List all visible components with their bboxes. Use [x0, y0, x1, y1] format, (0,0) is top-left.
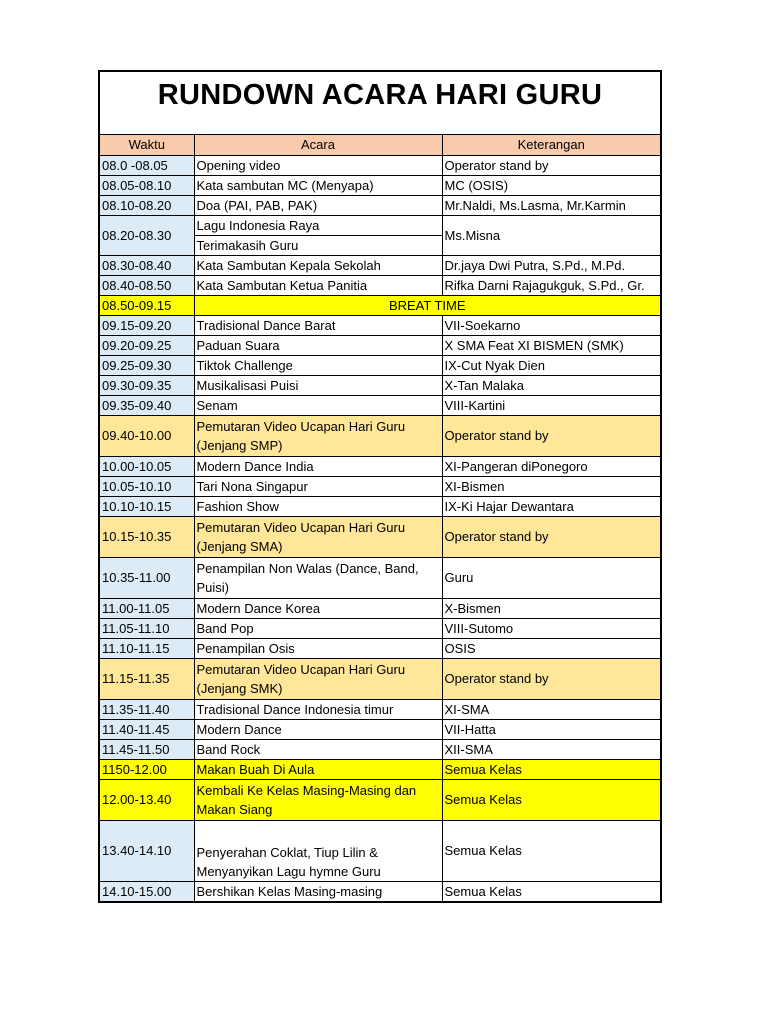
time-cell: 11.10-11.15 [100, 638, 194, 658]
event-cell: Pemutaran Video Ucapan Hari Guru (Jenjang SMP) [194, 415, 442, 456]
event-cell: Penampilan Non Walas (Dance, Band, Puisi) [194, 557, 442, 598]
note-cell: Operator stand by [442, 516, 660, 557]
note-cell: Operator stand by [442, 155, 660, 175]
event-cell: Pemutaran Video Ucapan Hari Guru (Jenjang SMK) [194, 658, 442, 699]
event-cell: Pemutaran Video Ucapan Hari Guru (Jenjang SMA) [194, 516, 442, 557]
time-cell: 10.05-10.10 [100, 476, 194, 496]
event-cell: Doa (PAI, PAB, PAK) [194, 195, 442, 215]
table-row [100, 638, 660, 658]
time-cell: 09.20-09.25 [100, 335, 194, 355]
note-cell: X-Bismen [442, 598, 660, 618]
note-cell: X-Tan Malaka [442, 375, 660, 395]
time-cell: 12.00-13.40 [100, 779, 194, 820]
note-cell: Semua Kelas [442, 779, 660, 820]
header-row [100, 135, 660, 155]
event-cell: Musikalisasi Puisi [194, 375, 442, 395]
table-row [100, 195, 660, 215]
video-row [100, 658, 660, 699]
note-cell: OSIS [442, 638, 660, 658]
highlight-row [100, 779, 660, 820]
time-cell: 08.20-08.30 [100, 215, 194, 255]
time-cell: 11.15-11.35 [100, 658, 194, 699]
table-row [100, 355, 660, 375]
time-cell: 11.35-11.40 [100, 699, 194, 719]
time-cell: 09.40-10.00 [100, 415, 194, 456]
event-cell: Lagu Indonesia Raya [194, 215, 442, 235]
event-cell: Tari Nona Singapur [194, 476, 442, 496]
time-cell: 08.40-08.50 [100, 275, 194, 295]
table-row [100, 215, 660, 235]
table-row [100, 476, 660, 496]
header-waktu: Waktu [100, 135, 194, 155]
event-cell: Penampilan Osis [194, 638, 442, 658]
note-cell: MC (OSIS) [442, 175, 660, 195]
time-cell: 11.40-11.45 [100, 719, 194, 739]
table-row [100, 699, 660, 719]
time-cell: 08.50-09.15 [100, 295, 194, 315]
event-cell: Modern Dance [194, 719, 442, 739]
event-cell: Kata sambutan MC (Menyapa) [194, 175, 442, 195]
note-cell: Operator stand by [442, 415, 660, 456]
table-row [100, 155, 660, 175]
note-cell: Guru [442, 557, 660, 598]
note-cell: Ms.Misna [442, 215, 660, 255]
table-row [100, 255, 660, 275]
event-cell: Tradisional Dance Indonesia timur [194, 699, 442, 719]
video-row [100, 415, 660, 456]
video-row [100, 516, 660, 557]
time-cell: 11.45-11.50 [100, 739, 194, 759]
table-row [100, 739, 660, 759]
table-row [100, 496, 660, 516]
event-cell: Kata Sambutan Ketua Panitia [194, 275, 442, 295]
time-cell: 08.05-08.10 [100, 175, 194, 195]
table-row [100, 275, 660, 295]
note-cell: Mr.Naldi, Ms.Lasma, Mr.Karmin [442, 195, 660, 215]
time-cell: 08.10-08.20 [100, 195, 194, 215]
event-cell: Makan Buah Di Aula [194, 759, 442, 779]
note-cell: Dr.jaya Dwi Putra, S.Pd., M.Pd. [442, 255, 660, 275]
event-cell: Modern Dance Korea [194, 598, 442, 618]
table-row [100, 719, 660, 739]
event-cell: Penyerahan Coklat, Tiup Lilin & Menyanyikan Lagu hymne Guru [194, 820, 442, 881]
event-cell: Terimakasih Guru [194, 235, 442, 255]
time-cell: 10.00-10.05 [100, 456, 194, 476]
event-cell: Band Pop [194, 618, 442, 638]
time-cell: 11.00-11.05 [100, 598, 194, 618]
event-cell: Fashion Show [194, 496, 442, 516]
event-cell: Senam [194, 395, 442, 415]
event-cell: Kata Sambutan Kepala Sekolah [194, 255, 442, 275]
event-cell: Tradisional Dance Barat [194, 315, 442, 335]
note-cell: VII-Soekarno [442, 315, 660, 335]
table-row [100, 335, 660, 355]
header-keterangan: Keterangan [442, 135, 660, 155]
note-cell: Operator stand by [442, 658, 660, 699]
table-row [100, 881, 660, 901]
table-row [100, 175, 660, 195]
time-cell: 11.05-11.10 [100, 618, 194, 638]
event-cell: Tiktok Challenge [194, 355, 442, 375]
note-cell: Semua Kelas [442, 881, 660, 901]
table-row [100, 315, 660, 335]
event-cell: Kembali Ke Kelas Masing-Masing dan Makan Siang [194, 779, 442, 820]
event-cell: Modern Dance India [194, 456, 442, 476]
schedule-table [100, 135, 660, 901]
table-row [100, 820, 660, 881]
time-cell: 09.25-09.30 [100, 355, 194, 375]
time-cell: 1150-12.00 [100, 759, 194, 779]
break-label: BREAT TIME [194, 295, 660, 315]
event-cell: Opening video [194, 155, 442, 175]
note-cell: Semua Kelas [442, 820, 660, 881]
note-cell: VIII-Kartini [442, 395, 660, 415]
header-acara: Acara [194, 135, 442, 155]
note-cell: Rifka Darni Rajagukguk, S.Pd., Gr. [442, 275, 660, 295]
note-cell: IX-Ki Hajar Dewantara [442, 496, 660, 516]
time-cell: 09.30-09.35 [100, 375, 194, 395]
table-row [100, 375, 660, 395]
time-cell: 10.10-10.15 [100, 496, 194, 516]
event-cell: Bershikan Kelas Masing-masing [194, 881, 442, 901]
table-row [100, 557, 660, 598]
time-cell: 10.15-10.35 [100, 516, 194, 557]
note-cell: X SMA Feat XI BISMEN (SMK) [442, 335, 660, 355]
highlight-row [100, 759, 660, 779]
event-cell: Paduan Suara [194, 335, 442, 355]
note-cell: IX-Cut Nyak Dien [442, 355, 660, 375]
time-cell: 10.35-11.00 [100, 557, 194, 598]
time-cell: 09.15-09.20 [100, 315, 194, 335]
table-row [100, 395, 660, 415]
table-row [100, 618, 660, 638]
note-cell: XI-SMA [442, 699, 660, 719]
time-cell: 09.35-09.40 [100, 395, 194, 415]
time-cell: 13.40-14.10 [100, 820, 194, 881]
time-cell: 14.10-15.00 [100, 881, 194, 901]
note-cell: Semua Kelas [442, 759, 660, 779]
note-cell: VIII-Sutomo [442, 618, 660, 638]
table-row [100, 598, 660, 618]
note-cell: XII-SMA [442, 739, 660, 759]
page-title: RUNDOWN ACARA HARI GURU [100, 72, 660, 135]
table-row [100, 456, 660, 476]
time-cell: 08.30-08.40 [100, 255, 194, 275]
break-row [100, 295, 660, 315]
time-cell: 08.0 -08.05 [100, 155, 194, 175]
note-cell: XI-Pangeran diPonegoro [442, 456, 660, 476]
event-cell: Band Rock [194, 739, 442, 759]
rundown-sheet [98, 70, 662, 903]
note-cell: VII-Hatta [442, 719, 660, 739]
note-cell: XI-Bismen [442, 476, 660, 496]
